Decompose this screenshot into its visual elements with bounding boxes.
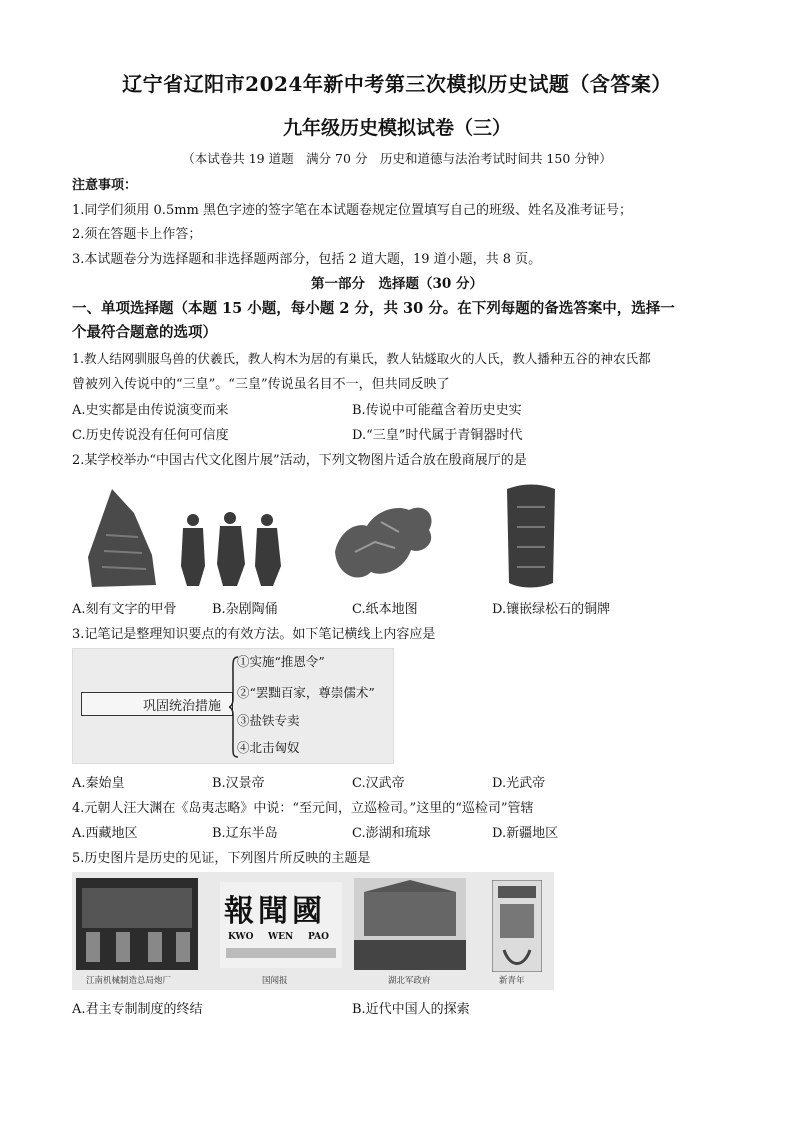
- q1-option-c[interactable]: C.历史传说没有任何可信度: [72, 428, 229, 443]
- q3-option-d[interactable]: D.光武帝: [492, 776, 546, 791]
- q2-option-c[interactable]: C.纸本地图: [352, 602, 418, 617]
- diagram-label: 巩固统治措施: [143, 699, 222, 714]
- zaju-figurines-image: [175, 508, 287, 590]
- newspaper-roman-2: WEN: [268, 932, 294, 942]
- q1-stem-line2: 曾被列入传说中的“三皇”。“三皇”传说虽名目不一，但共同反映了: [72, 377, 450, 392]
- q1-stem-line1: 1.教人结网驯服鸟兽的伏羲氏，教人构木为居的有巢氏，教人钻燧取火的人氏，教人播种五谷的神农氏都: [72, 351, 651, 366]
- newspaper-text-block: [226, 948, 336, 958]
- newspaper-photo: [220, 882, 342, 968]
- q4-option-b[interactable]: B.辽东半岛: [212, 826, 278, 841]
- q3-stem: 3.记笔记是整理知识要点的有效方法。如下笔记横线上内容应是: [72, 627, 436, 642]
- q5-option-b[interactable]: B.近代中国人的探索: [352, 1002, 470, 1017]
- diagram-item-3: ③盐铁专卖: [237, 713, 300, 728]
- newspaper-masthead: 報聞國: [224, 894, 326, 929]
- q1-option-b[interactable]: B.传说中可能蕴含着历史史实: [352, 403, 522, 418]
- caption-new-youth: 新青年: [499, 976, 525, 986]
- q4-option-c[interactable]: C.澎湖和琉球: [352, 826, 431, 841]
- exam-info: （本试卷共 19 道题 满分 70 分 历史和道德与法治考试时间共 150 分钟）: [182, 151, 612, 166]
- q4-option-a[interactable]: A.西藏地区: [72, 826, 138, 841]
- q5-option-a[interactable]: A.君主专制制度的终结: [72, 1002, 203, 1017]
- q2-option-b[interactable]: B.杂剧陶俑: [212, 602, 278, 617]
- caption-arsenal: 江南机械制造总局炮厂: [86, 976, 172, 986]
- paper-subtitle: 九年级历史模拟试卷（三）: [282, 117, 511, 139]
- part1-title: 第一部分 选择题（30 分）: [311, 276, 483, 292]
- notes-heading: 注意事项：: [72, 178, 138, 193]
- caption-newspaper: 国闻报: [262, 976, 288, 986]
- q5-photo-strip: [72, 872, 554, 990]
- military-government-photo: [354, 878, 466, 970]
- turquoise-bronze-plaque-image: [503, 483, 558, 590]
- q2-option-d[interactable]: D.镶嵌绿松石的铜牌: [492, 602, 611, 617]
- diagram-item-4: ④北击匈奴: [237, 740, 300, 755]
- note-item-2: 2.须在答题卡上作答；: [72, 227, 202, 242]
- diagram-item-1: ①实施“推恩令”: [237, 654, 325, 669]
- part1-instruction-line1: 一、单项选择题（本题 15 小题，每小题 2 分，共 30 分。在下列每题的备选答案中，选择一: [72, 300, 675, 317]
- q4-stem: 4.元朝人汪大渊在《岛夷志略》中说：“至元间，立巡检司。”这里的“巡检司”管辖: [72, 801, 534, 816]
- q4-option-d[interactable]: D.新疆地区: [492, 826, 559, 841]
- document-title: 辽宁省辽阳市2024年新中考第三次模拟历史试题（含答案）: [122, 72, 672, 96]
- diagram-item-2: ②“罢黜百家，尊崇儒术”: [237, 685, 375, 700]
- q2-option-a[interactable]: A.刻有文字的甲骨: [72, 602, 177, 617]
- newspaper-roman-3: PAO: [308, 932, 329, 942]
- paper-map-image: [325, 492, 440, 590]
- q3-option-c[interactable]: C.汉武帝: [352, 776, 405, 791]
- q3-option-b[interactable]: B.汉景帝: [212, 776, 265, 791]
- caption-military-government: 湖北军政府: [388, 976, 431, 986]
- q3-notes-diagram: [72, 648, 394, 764]
- q5-stem: 5.历史图片是历史的见证，下列图片所反映的主题是: [72, 851, 371, 866]
- note-item-1: 1.同学们须用 0.5mm 黑色字迹的签字笔在本试题卷规定位置填写自己的班级、姓名及准考证号；: [72, 203, 632, 218]
- new-youth-magazine-photo: [492, 880, 542, 972]
- newspaper-roman-1: KWO: [228, 932, 254, 942]
- q1-option-a[interactable]: A.史实都是由传说演变而来: [72, 403, 229, 418]
- part1-instruction-line2: 个最符合题意的选项）: [72, 324, 217, 341]
- q2-stem: 2.某学校举办“中国古代文化图片展”活动，下列文物图片适合放在殷商展厅的是: [72, 453, 527, 468]
- note-item-3: 3.本试题卷分为选择题和非选择题两部分，包括 2 道大题，19 道小题，共 8 页。: [72, 252, 542, 267]
- q3-option-a[interactable]: A.秦始皇: [72, 776, 125, 791]
- q1-option-d[interactable]: D.“三皇”时代属于青铜器时代: [352, 428, 523, 443]
- oracle-bone-image: [82, 485, 162, 590]
- arsenal-photo: [76, 878, 198, 970]
